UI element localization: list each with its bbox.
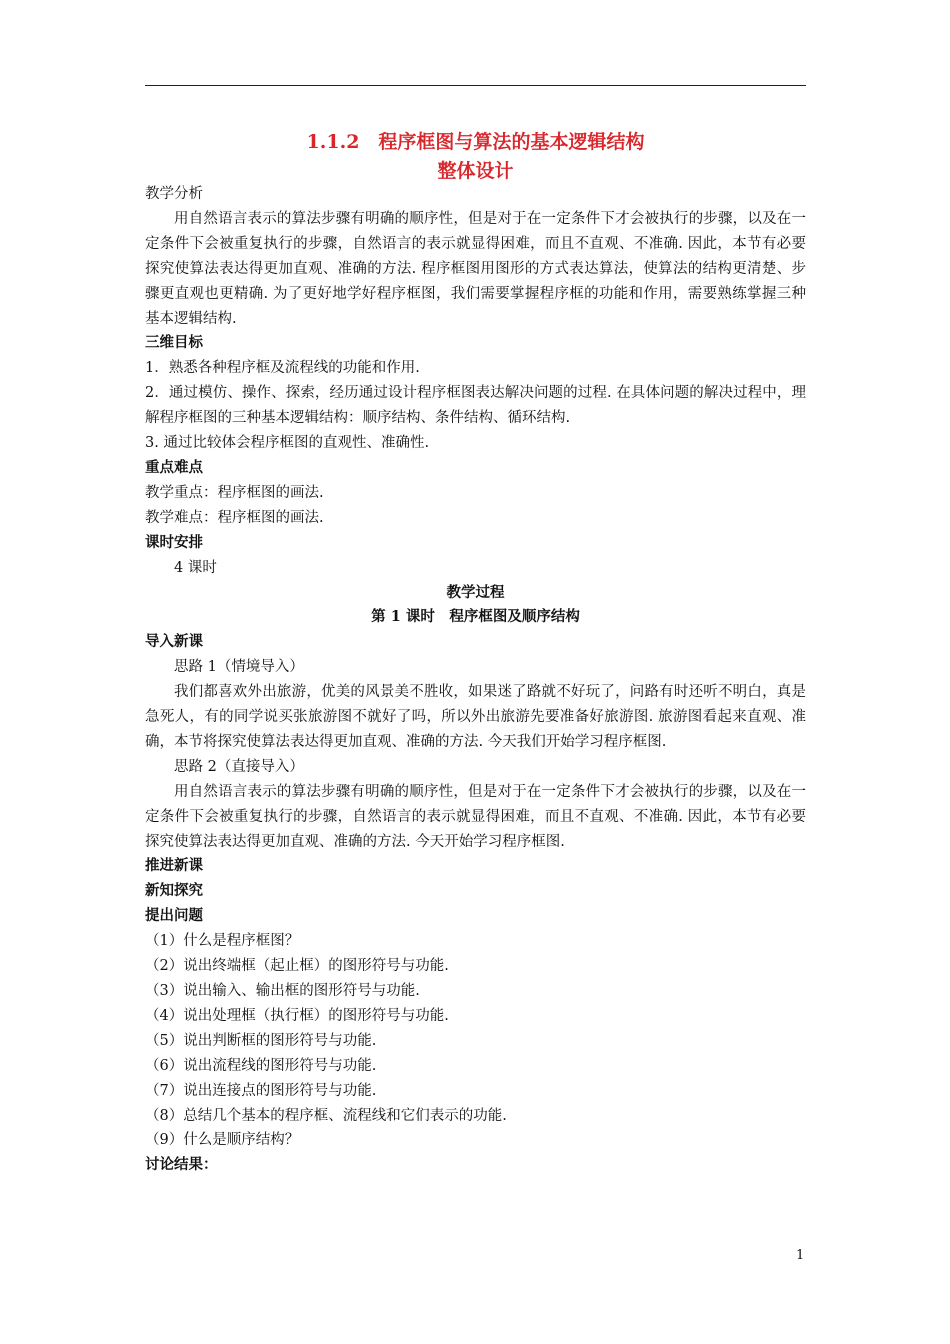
question-item: （4）说出处理框（执行框）的图形符号与功能. [145, 1007, 449, 1024]
question-item: （8）总结几个基本的程序框、流程线和它们表示的功能. [145, 1107, 507, 1124]
schedule-text: 4 课时 [174, 559, 217, 576]
key-points-heading: 重点难点 [145, 458, 203, 476]
analysis-heading: 教学分析 [145, 186, 203, 202]
key-point-item: 教学难点：程序框图的画法. [145, 509, 324, 526]
schedule-heading: 课时安排 [145, 533, 203, 551]
document-body [145, 182, 806, 1178]
goal-item: 1．熟悉各种程序框及流程线的功能和作用. [145, 360, 420, 377]
question-item: （5）说出判断框的图形符号与功能. [145, 1032, 377, 1049]
goal-item: 3. 通过比较体会程序框图的直观性、准确性. [145, 435, 430, 452]
page-number: 1 [796, 1248, 805, 1263]
question-item: （9）什么是顺序结构？ [145, 1132, 300, 1149]
intro-heading: 导入新课 [145, 633, 203, 651]
goals-heading: 三维目标 [145, 334, 203, 352]
idea1-paragraph: 我们都喜欢外出旅游，优美的风景美不胜收，如果迷了路就不好玩了，问路有时还听不明白，真是急死人，有的同学说买张旅游图不就好了吗，所以外出旅游先要准备好旅游图. 旅游图看起来直观、准确，本节将探究使算法表达得更加直观、准确的方法. 今天我们开始学习程序框图. [145, 684, 806, 750]
advance-heading: 推进新课 [145, 857, 203, 875]
goal-item: 2．通过模仿、操作、探索，经历通过设计程序框图表达解决问题的过程. 在具体问题的解决过程中，理解程序框图的三种基本逻辑结构：顺序结构、条件结构、循环结构. [145, 385, 806, 427]
idea2-label: 思路 2（直接导入） [174, 758, 304, 775]
lesson-heading: 第 1 课时 程序框图及顺序结构 [371, 608, 580, 626]
idea1-label: 思路 1（情境导入） [174, 659, 304, 676]
question-item: （6）说出流程线的图形符号与功能. [145, 1057, 377, 1074]
key-point-item: 教学重点：程序框图的画法. [145, 484, 324, 501]
header-rule [145, 85, 806, 86]
question-heading: 提出问题 [145, 907, 203, 925]
question-item: （1）什么是程序框图？ [145, 933, 300, 950]
process-heading: 教学过程 [446, 583, 505, 601]
question-item: （2）说出终端框（起止框）的图形符号与功能. [145, 958, 449, 975]
question-item: （7）说出连接点的图形符号与功能. [145, 1082, 377, 1099]
document-title: 1.1.2 程序框图与算法的基本逻辑结构 [306, 131, 645, 153]
idea2-paragraph: 用自然语言表示的算法步骤有明确的顺序性，但是对于在一定条件下才会被执行的步骤，以及在一定条件下会被重复执行的步骤，自然语言的表示就显得困难，而且不直观、不准确. 因此，本节有必要探究使算法表达得更加直观、准确的方法. 今天开始学习程序框图. [145, 783, 806, 850]
result-heading: 讨论结果： [145, 1156, 218, 1174]
document-subtitle: 整体设计 [437, 160, 514, 182]
analysis-paragraph: 用自然语言表示的算法步骤有明确的顺序性，但是对于在一定条件下才会被执行的步骤，以及在一定条件下会被重复执行的步骤，自然语言的表示就显得困难，而且不直观、不准确. 因此，本节有必要探究使算法表达得更加直观、准确的方法. 程序框图用图形的方式表达算法，使算法的结构更清楚、步骤更直观也更精确. 为了更好地学好程序框图，我们需要掌握程序框的功能和作用，需要熟练掌握三种基本逻辑结构. [145, 210, 806, 327]
question-item: （3）说出输入、输出框的图形符号与功能. [145, 983, 420, 999]
explore-heading: 新知探究 [145, 882, 203, 900]
